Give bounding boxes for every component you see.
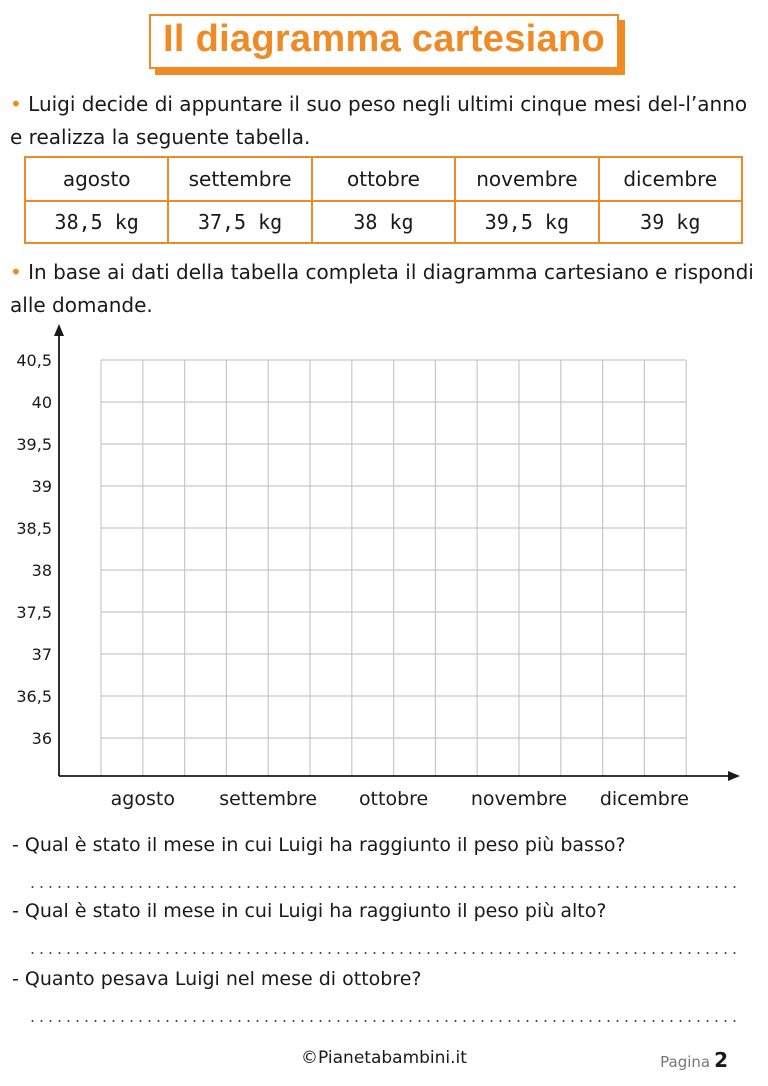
intro-paragraph — [10, 88, 758, 154]
y-tick-label: 37,5 — [16, 603, 52, 622]
table-weight-cell: 39 kg — [599, 201, 742, 243]
y-tick-label: 38,5 — [16, 519, 52, 538]
table-weight-cell: 39,5 kg — [455, 201, 598, 243]
y-tick-label: 39,5 — [16, 435, 52, 454]
table-month-cell: settembre — [168, 157, 311, 201]
title-wrapper — [0, 14, 768, 69]
y-axis-arrow-icon — [54, 324, 64, 336]
instruction-paragraph — [10, 256, 758, 322]
question-1: - Qual è stato il mese in cui Luigi ha raggiunto il peso più basso? — [12, 834, 626, 856]
x-axis-arrow-icon — [728, 771, 740, 781]
x-category-label: ottobre — [358, 788, 429, 810]
intro-text: Luigi decide di appuntare il suo peso negli ultimi cinque mesi del-l’anno e realizza la seguente tabella. — [10, 92, 748, 149]
x-category-label: dicembre — [599, 788, 689, 810]
table-month-cell: agosto — [25, 157, 168, 201]
table-weight-cell: 37,5 kg — [168, 201, 311, 243]
y-tick-label: 37 — [31, 645, 52, 664]
y-tick-label: 40,5 — [16, 351, 52, 370]
answer-line-2[interactable] — [28, 952, 740, 954]
table-month-cell: ottobre — [312, 157, 455, 201]
question-3: - Quanto pesava Luigi nel mese di ottobre? — [12, 968, 422, 990]
table-month-cell: novembre — [455, 157, 598, 201]
bullet-icon: • — [10, 260, 22, 284]
page-label: Pagina — [660, 1053, 711, 1071]
table-values-row — [25, 201, 742, 243]
bullet-icon: • — [10, 92, 22, 116]
instruction-text: In base ai dati della tabella completa il diagramma cartesiano e rispondi alle domande. — [10, 260, 754, 317]
y-tick-label: 40 — [31, 393, 52, 412]
x-category-label: novembre — [470, 788, 568, 810]
y-tick-label: 39 — [31, 477, 52, 496]
cartesian-chart — [0, 320, 768, 820]
table-header-row — [25, 157, 742, 201]
page-number: 2 — [714, 1048, 728, 1072]
answer-line-1[interactable] — [28, 886, 740, 888]
weight-table — [24, 156, 743, 244]
y-tick-label: 38 — [31, 561, 52, 580]
x-category-label: agosto — [110, 788, 175, 810]
page-title: Il diagramma cartesiano — [149, 14, 619, 69]
question-2: - Qual è stato il mese in cui Luigi ha raggiunto il peso più alto? — [12, 900, 607, 922]
answer-line-3[interactable] — [28, 1020, 740, 1022]
y-tick-label: 36,5 — [16, 687, 52, 706]
table-month-cell: dicembre — [599, 157, 742, 201]
table-weight-cell: 38 kg — [312, 201, 455, 243]
footer-page — [660, 1048, 728, 1072]
x-category-label: settembre — [219, 788, 318, 810]
table-weight-cell: 38,5 kg — [25, 201, 168, 243]
y-tick-label: 36 — [31, 729, 52, 748]
footer-site: ©Pianetabambini.it — [301, 1048, 467, 1068]
